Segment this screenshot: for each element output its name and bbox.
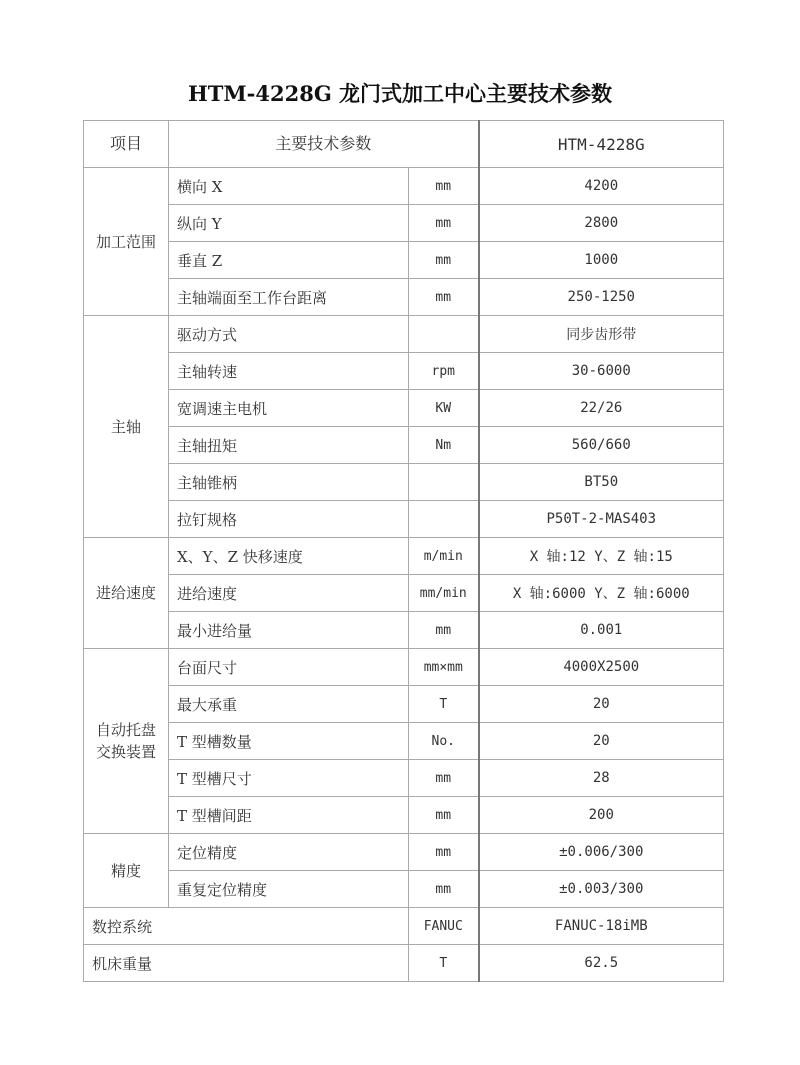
- param-unit: rpm: [409, 353, 479, 390]
- param-unit: mm: [409, 205, 479, 242]
- param-unit: KW: [409, 390, 479, 427]
- param-value: 30-6000: [479, 353, 724, 390]
- table-row: [84, 427, 724, 464]
- param-unit: mm/min: [409, 575, 479, 612]
- table-row: [84, 908, 724, 945]
- param-value: 4000X2500: [479, 649, 724, 686]
- param-value: 28: [479, 760, 724, 797]
- param-name: T 型槽间距: [169, 797, 409, 834]
- table-row: [84, 168, 724, 205]
- table-row: [84, 612, 724, 649]
- param-name: 进给速度: [169, 575, 409, 612]
- group-label-precision: 精度: [84, 834, 169, 908]
- param-unit: mm: [409, 760, 479, 797]
- header-params: 主要技术参数: [169, 121, 479, 168]
- param-unit: T: [409, 686, 479, 723]
- param-unit: mm×mm: [409, 649, 479, 686]
- param-name: 主轴端面至工作台距离: [169, 279, 409, 316]
- param-name: T 型槽数量: [169, 723, 409, 760]
- table-row: [84, 353, 724, 390]
- param-value: BT50: [479, 464, 724, 501]
- param-unit: [409, 464, 479, 501]
- param-unit: mm: [409, 168, 479, 205]
- param-value: 2800: [479, 205, 724, 242]
- param-value: 0.001: [479, 612, 724, 649]
- param-value: 1000: [479, 242, 724, 279]
- group-label-pallet-line2: 交换装置: [95, 743, 156, 761]
- param-name-weight: 机床重量: [84, 945, 409, 982]
- param-name: 拉钉规格: [169, 501, 409, 538]
- param-unit: FANUC: [409, 908, 479, 945]
- param-name: T 型槽尺寸: [169, 760, 409, 797]
- param-value: 62.5: [479, 945, 724, 982]
- param-name-cnc: 数控系统: [84, 908, 409, 945]
- header-item: 项目: [84, 121, 169, 168]
- page-title: HTM-4228G 龙门式加工中心主要技术参数: [187, 81, 613, 106]
- table-row: [84, 316, 724, 353]
- param-unit: mm: [409, 834, 479, 871]
- group-label-feed: 进给速度: [84, 538, 169, 649]
- param-name: X、Y、Z 快移速度: [169, 538, 409, 575]
- param-value: 4200: [479, 168, 724, 205]
- param-unit: mm: [409, 871, 479, 908]
- param-name: 横向 X: [169, 168, 409, 205]
- param-name: 垂直 Z: [169, 242, 409, 279]
- param-value: X 轴:6000 Y、Z 轴:6000: [479, 575, 724, 612]
- group-label-spindle: 主轴: [84, 316, 169, 538]
- table-row: [84, 649, 724, 686]
- param-value: 同步齿形带: [479, 316, 724, 353]
- param-unit: [409, 501, 479, 538]
- param-name: 主轴锥柄: [169, 464, 409, 501]
- group-label-range: 加工范围: [84, 168, 169, 316]
- param-unit: mm: [409, 242, 479, 279]
- table-row: [84, 834, 724, 871]
- param-value: 22/26: [479, 390, 724, 427]
- table-row: [84, 205, 724, 242]
- table-row: [84, 279, 724, 316]
- param-name: 重复定位精度: [169, 871, 409, 908]
- spec-table: [83, 120, 724, 982]
- table-row: [84, 390, 724, 427]
- table-row: [84, 575, 724, 612]
- param-value: 250-1250: [479, 279, 724, 316]
- param-unit: m/min: [409, 538, 479, 575]
- param-value: 20: [479, 686, 724, 723]
- param-unit: mm: [409, 797, 479, 834]
- table-row: [84, 242, 724, 279]
- table-row: [84, 464, 724, 501]
- header-model: HTM-4228G: [479, 121, 724, 168]
- table-row: [84, 538, 724, 575]
- param-value: 20: [479, 723, 724, 760]
- param-unit: [409, 316, 479, 353]
- param-value: 200: [479, 797, 724, 834]
- table-row: [84, 686, 724, 723]
- param-value: 560/660: [479, 427, 724, 464]
- table-row: [84, 871, 724, 908]
- table-row: [84, 760, 724, 797]
- param-value: X 轴:12 Y、Z 轴:15: [479, 538, 724, 575]
- param-value: ±0.003/300: [479, 871, 724, 908]
- param-value: FANUC-18iMB: [479, 908, 724, 945]
- table-row: [84, 945, 724, 982]
- group-label-pallet: [84, 649, 169, 834]
- param-unit: T: [409, 945, 479, 982]
- param-name: 主轴转速: [169, 353, 409, 390]
- group-label-pallet-line1: 自动托盘: [95, 721, 156, 739]
- param-unit: Nm: [409, 427, 479, 464]
- param-name: 最小进给量: [169, 612, 409, 649]
- param-name: 宽调速主电机: [169, 390, 409, 427]
- table-row: [84, 797, 724, 834]
- table-row: [84, 501, 724, 538]
- table-row: [84, 723, 724, 760]
- param-name: 台面尺寸: [169, 649, 409, 686]
- param-unit: No.: [409, 723, 479, 760]
- param-unit: mm: [409, 612, 479, 649]
- param-name: 最大承重: [169, 686, 409, 723]
- param-name: 定位精度: [169, 834, 409, 871]
- param-value: ±0.006/300: [479, 834, 724, 871]
- param-name: 驱动方式: [169, 316, 409, 353]
- header-row: [84, 121, 724, 168]
- param-unit: mm: [409, 279, 479, 316]
- param-value: P50T-2-MAS403: [479, 501, 724, 538]
- param-name: 纵向 Y: [169, 205, 409, 242]
- param-name: 主轴扭矩: [169, 427, 409, 464]
